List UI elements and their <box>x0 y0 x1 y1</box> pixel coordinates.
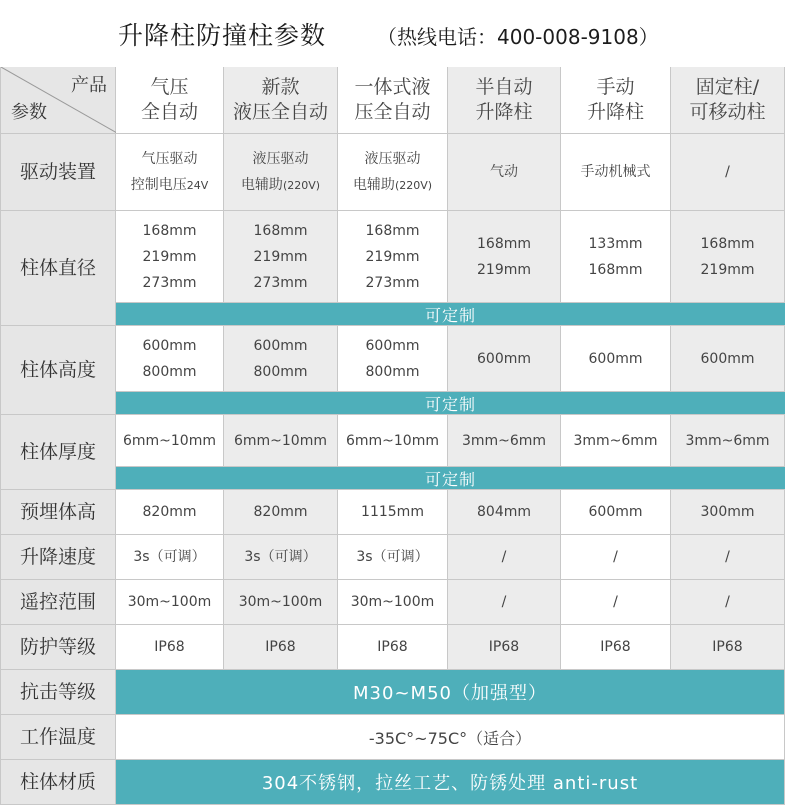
row-label: 升降速度 <box>0 535 116 580</box>
page-header <box>0 0 785 67</box>
embed-row: 预埋体高 820mm 820mm 1115mm 804mm 600mm 300mm <box>0 490 785 535</box>
product-col-5: 手动 升降柱 <box>561 67 671 134</box>
product-col-3: 一体式液 压全自动 <box>338 67 448 134</box>
drive-row: 驱动装置 气压驱动 控制电压24V 液压驱动 电辅助(220V) 液压驱动 电辅助(220V) 气动 手动机械式 / <box>0 134 785 211</box>
corner-product-label: 产品 <box>71 75 107 96</box>
impact-row <box>0 670 785 715</box>
diameter-row: 柱体直径 168mm 219mm 273mm 168mm 219mm 273mm 168mm 219mm 273mm 168mm 219mm 133mm 168mm 168mm 219mm 可定制 <box>0 211 785 326</box>
temp-value: -35C°~75C°（适合） <box>116 715 785 760</box>
product-col-1: 气压 全自动 <box>116 67 224 134</box>
product-col-2: 新款 液压全自动 <box>224 67 338 134</box>
material-value: 304不锈钢，拉丝工艺、防锈处理 anti-rust <box>116 760 785 805</box>
row-label: 柱体厚度 <box>0 415 116 490</box>
row-label: 抗击等级 <box>0 670 116 715</box>
impact-value: M30~M50（加强型） <box>116 670 785 715</box>
row-label: 柱体直径 <box>0 211 116 326</box>
row-label: 预埋体高 <box>0 490 116 535</box>
row-label: 柱体高度 <box>0 326 116 415</box>
corner-cell <box>0 67 116 134</box>
thickness-row: 柱体厚度 6mm~10mm 6mm~10mm 6mm~10mm 3mm~6mm 3mm~6mm 3mm~6mm 可定制 <box>0 415 785 490</box>
corner-param-label: 参数 <box>11 102 47 123</box>
row-label: 柱体材质 <box>0 760 116 805</box>
remote-row: 遥控范围 30m~100m 30m~100m 30m~100m / / / <box>0 580 785 625</box>
header-row <box>0 67 785 134</box>
product-col-6: 固定柱/ 可移动柱 <box>671 67 785 134</box>
row-label: 防护等级 <box>0 625 116 670</box>
hotline-text: （热线电话：400-008-9108） <box>377 25 659 49</box>
page-title: 升降柱防撞柱参数 <box>118 21 327 50</box>
row-label: 驱动装置 <box>0 134 116 211</box>
customizable-note: 可定制 <box>116 392 785 415</box>
row-label: 工作温度 <box>0 715 116 760</box>
temp-row <box>0 715 785 760</box>
customizable-note: 可定制 <box>116 303 785 326</box>
row-label: 遥控范围 <box>0 580 116 625</box>
material-row <box>0 760 785 805</box>
height-row: 柱体高度 600mm 800mm 600mm 800mm 600mm 800mm 600mm 600mm 600mm 可定制 <box>0 326 785 415</box>
product-col-4: 半自动 升降柱 <box>448 67 561 134</box>
ip-row: 防护等级 IP68 IP68 IP68 IP68 IP68 IP68 <box>0 625 785 670</box>
customizable-note: 可定制 <box>116 467 785 490</box>
speed-row: 升降速度 3s（可调） 3s（可调） 3s（可调） / / / <box>0 535 785 580</box>
